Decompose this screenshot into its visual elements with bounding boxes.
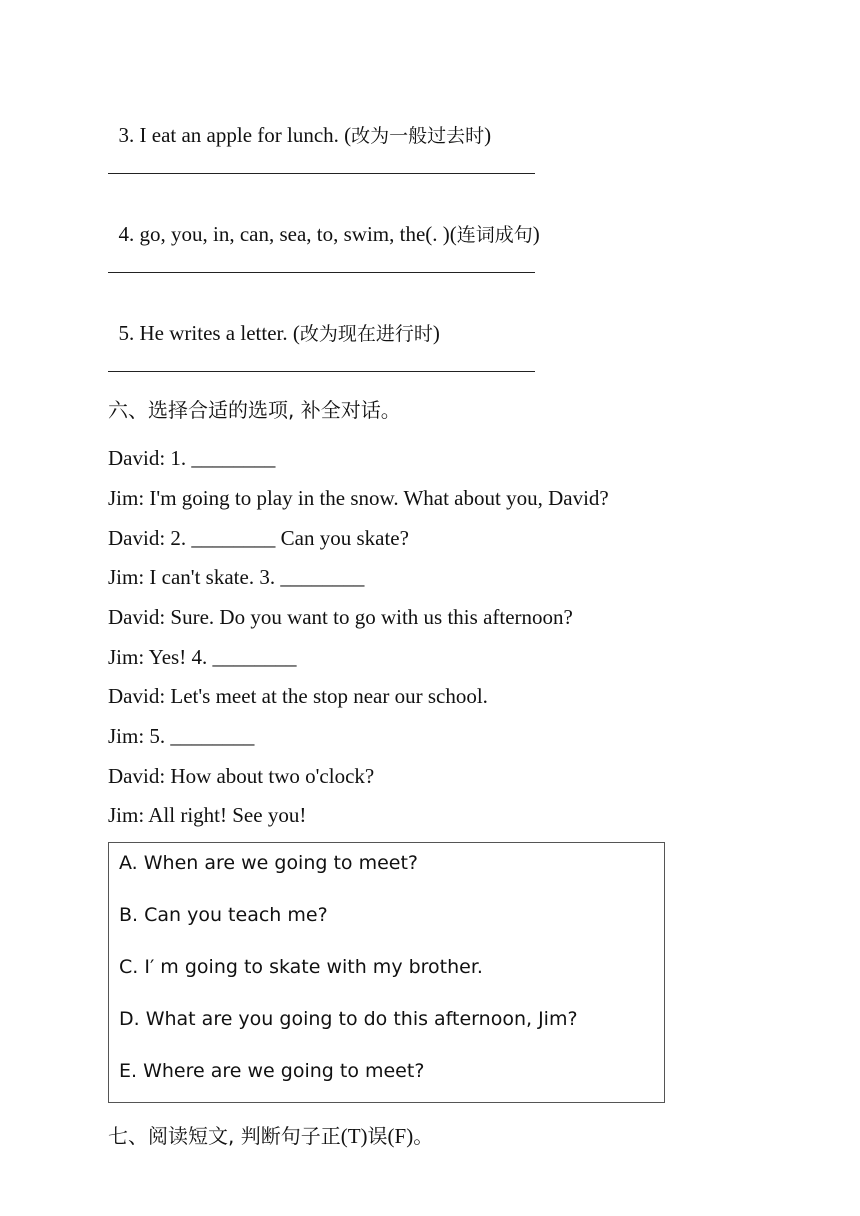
dialogue-line: David: 1. ________ bbox=[108, 446, 276, 470]
question-5-text: 5. He writes a letter. ( bbox=[118, 321, 300, 345]
question-3-close: ) bbox=[484, 123, 492, 147]
question-5 bbox=[108, 294, 440, 346]
dialogue-line: David: How about two o'clock? bbox=[108, 764, 375, 788]
section-7-title bbox=[108, 1120, 433, 1149]
dialogue-line: Jim: All right! See you! bbox=[108, 803, 307, 827]
section-7-title-part: 七、阅读短文, 判断句子正 bbox=[108, 1124, 341, 1148]
dialogue-line: David: 2. ________ Can you skate? bbox=[108, 526, 409, 550]
section-6-title: 六、选择合适的选项, 补全对话。 bbox=[108, 398, 401, 422]
question-4-instruction: 连词成句 bbox=[456, 224, 533, 246]
question-4 bbox=[108, 195, 540, 247]
section-7-title-part: 误 bbox=[367, 1124, 388, 1148]
dialogue-line: Jim: I can't skate. 3. ________ bbox=[108, 565, 365, 589]
question-3 bbox=[108, 96, 491, 148]
options-box bbox=[108, 842, 665, 1103]
dialogue-line: David: Let's meet at the stop near our school. bbox=[108, 684, 488, 708]
answer-line-4[interactable] bbox=[108, 272, 535, 273]
question-5-close: ) bbox=[432, 321, 440, 345]
answer-line-3[interactable] bbox=[108, 173, 535, 174]
dialogue-line: Jim: I'm going to play in the snow. What about you, David? bbox=[108, 486, 609, 510]
dialogue-line: Jim: Yes! 4. ________ bbox=[108, 645, 297, 669]
section-7-false-marker: (F) bbox=[387, 1124, 414, 1148]
option-e: E. Where are we going to meet? bbox=[119, 1060, 425, 1082]
dialogue-line: David: Sure. Do you want to go with us this afternoon? bbox=[108, 605, 573, 629]
option-c: C. I′ m going to skate with my brother. bbox=[119, 956, 483, 978]
section-7-true-marker: (T) bbox=[340, 1124, 368, 1148]
question-3-instruction: 改为一般过去时 bbox=[351, 125, 485, 147]
question-4-text: 4. go, you, in, can, sea, to, swim, the(. )( bbox=[118, 222, 457, 246]
question-4-close: ) bbox=[532, 222, 540, 246]
option-b: B. Can you teach me? bbox=[119, 904, 328, 926]
answer-line-5[interactable] bbox=[108, 371, 535, 372]
question-5-instruction: 改为现在进行时 bbox=[299, 323, 433, 345]
option-d: D. What are you going to do this afternoon, Jim? bbox=[119, 1008, 578, 1030]
option-a: A. When are we going to meet? bbox=[119, 852, 419, 874]
question-3-text: 3. I eat an apple for lunch. ( bbox=[118, 123, 352, 147]
section-7-title-end: 。 bbox=[413, 1124, 434, 1148]
dialogue-line: Jim: 5. ________ bbox=[108, 724, 255, 748]
